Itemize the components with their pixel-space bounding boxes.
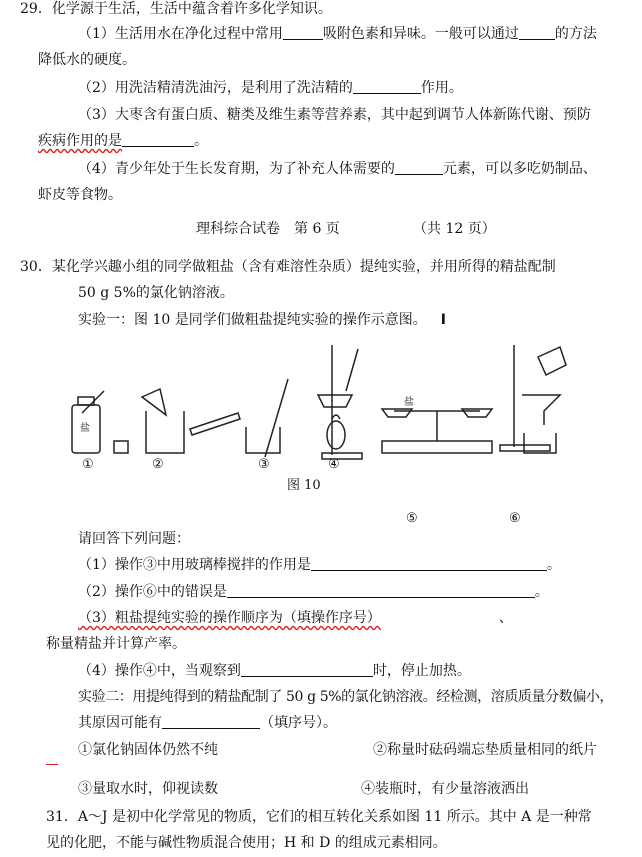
q30-stem: 30．某化学兴趣小组的同学做粗盐（含有难溶性杂质）提纯实验，并用所得的精盐配制 — [20, 259, 556, 275]
q30-exp1: 实验一：图 10 是同学们做粗盐提纯实验的操作示意图。 I — [78, 312, 446, 328]
q30-answer-1: （1）操作③中用玻璃棒搅拌的作用是 。 — [78, 557, 561, 573]
blank[interactable] — [283, 25, 323, 40]
page-footer-left: 理科综合试卷 第 6 页 — [196, 221, 340, 237]
funnel — [522, 395, 560, 425]
glass-rod-3 — [265, 379, 288, 457]
q29-part4-cont: 虾皮等食物。 — [38, 187, 122, 203]
pouring-beaker — [538, 347, 566, 375]
evaporating-dish — [318, 395, 352, 407]
salt-label-bottle: 盐 — [80, 423, 90, 434]
option-2: ②称量时砝码端忘垫质量相同的纸片 — [373, 742, 597, 758]
option-3: ③量取水时，仰视读数 — [78, 781, 218, 797]
figure-caption: 图 10 — [287, 478, 321, 493]
q30-exp2: 实验二：用提纯得到的精盐配制了 50 g 5%的氯化钠溶液。经检测，溶质质量分数偏小， — [78, 689, 614, 705]
op-label-1: ① — [82, 457, 94, 472]
wavy-mark — [46, 758, 58, 765]
option-4: ④装瓶时，有少量溶液洒出 — [361, 781, 529, 797]
q29-part1: （1）生活用水在净化过程中常用 吸附色素和异味。一般可以通过 的方法 — [78, 26, 597, 42]
op-label-3: ③ — [258, 457, 270, 472]
blank[interactable] — [395, 160, 443, 175]
q29-part1-cont: 降低水的硬度。 — [38, 52, 136, 68]
blank[interactable] — [227, 583, 535, 598]
page-footer-right: （共 12 页） — [413, 221, 496, 237]
blank[interactable] — [162, 714, 260, 729]
left-pan — [382, 409, 412, 417]
q31-stem: 31．A～J 是初中化学常见的物质，它们的相互转化关系如图 11 所示。其中 A 是一种常 — [46, 809, 592, 825]
op-label-4: ④ — [328, 457, 340, 472]
blank[interactable] — [311, 556, 547, 571]
flame — [332, 415, 340, 419]
glass-rod-4 — [346, 349, 358, 391]
q29-stem: 29．化学源于生活，生活中蕴含着许多化学知识。 — [20, 1, 332, 17]
q30-answer-4: （4）操作④中，当观察到 时，停止加热。 — [78, 663, 471, 679]
blank[interactable] — [241, 662, 373, 677]
q29-part4: （4）青少年处于生长发育期，为了补充人体需要的 元素，可以多吃奶制品、 — [78, 161, 597, 177]
blank[interactable] — [519, 25, 555, 40]
op-label-2: ② — [152, 457, 164, 472]
op-label-5: ⑤ — [406, 511, 418, 526]
figure-10-apparatus — [60, 335, 580, 480]
q29-part2: （2）用洗洁精清洗油污，是利用了洗洁精的 作用。 — [78, 80, 463, 96]
q29-part3-cont: 疾病作用的是 。 — [38, 133, 208, 149]
text-cursor: I — [440, 312, 446, 328]
q31-stem-cont: 见的化肥，不能与碱性物质混合使用；H 和 D 的组成元素相同。 — [46, 835, 447, 851]
beaker-3 — [246, 427, 280, 453]
blank[interactable] — [353, 79, 421, 94]
q30-answer-2: （2）操作⑥中的错误是 。 — [78, 584, 549, 600]
q30-answer-3: （3）粗盐提纯实验的操作顺序为（填操作序号） 、 — [78, 610, 513, 626]
right-pan — [462, 409, 492, 417]
salt-label-balance: 盐 — [404, 397, 414, 408]
alcohol-lamp — [327, 421, 345, 449]
op-label-6: ⑥ — [509, 511, 521, 526]
bottle-cap — [114, 441, 128, 453]
filter-stand-base — [500, 445, 550, 451]
option-1: ①氯化钠固体仍然不纯 — [78, 742, 218, 758]
blank[interactable] — [122, 132, 194, 147]
beaker-6 — [524, 433, 556, 453]
q30-exp2-cont: 其原因可能有 （填序号）。 — [78, 715, 337, 731]
beaker-2 — [146, 411, 184, 453]
measuring-cylinder — [190, 413, 240, 435]
balance-base — [382, 441, 492, 453]
q30-answer-3-cont: 称量精盐并计算产率。 — [46, 636, 186, 652]
q30-stem-cont: 50 g 5%的氯化钠溶液。 — [78, 285, 234, 301]
q29-part3: （3）大枣含有蛋白质、糖类及维生素等营养素，其中起到调节人体新陈代谢、预防 — [78, 107, 591, 123]
q30-prompt: 请回答下列问题： — [78, 531, 190, 547]
